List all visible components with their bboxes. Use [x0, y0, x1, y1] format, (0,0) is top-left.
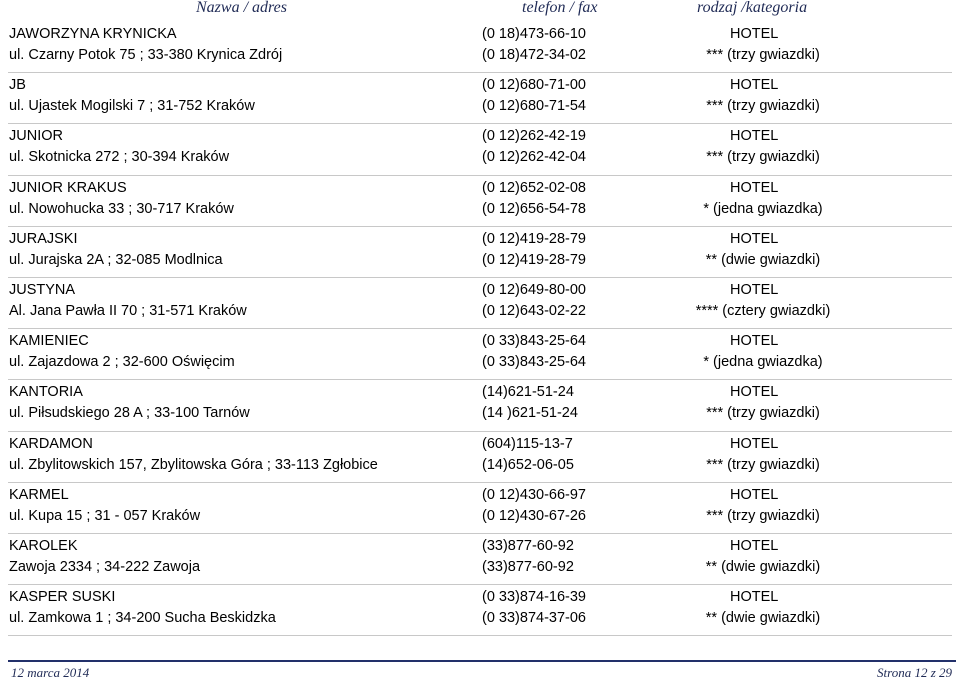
hotel-phone: (14)621-51-24: [482, 384, 574, 401]
hotel-entry: [8, 380, 952, 431]
hotel-stars: ** (dwie gwiazdki): [705, 251, 821, 268]
hotel-type: HOTEL: [730, 589, 779, 606]
hotel-stars: *** (trzy gwiazdki): [706, 149, 820, 166]
hotel-type: HOTEL: [730, 179, 779, 196]
hotel-fax: (0 18)472-34-02: [482, 47, 586, 63]
hotel-entry: [8, 22, 952, 73]
hotel-name: KARMEL: [9, 486, 69, 503]
hotel-type: HOTEL: [730, 537, 779, 554]
hotel-type: HOTEL: [730, 77, 779, 94]
hotel-fax: (33)877-60-92: [482, 558, 574, 575]
hotel-name: KARDAMON: [9, 435, 93, 452]
hotel-name: JUNIOR KRAKUS: [9, 179, 127, 196]
hotel-entry: [8, 124, 952, 175]
hotel-fax: (0 12)262-42-04: [482, 149, 586, 166]
hotel-name: JUSTYNA: [9, 281, 76, 298]
hotel-fax: (0 33)843-25-64: [482, 354, 586, 371]
hotel-type: HOTEL: [730, 384, 779, 401]
hotel-stars: ** (dwie gwiazdki): [705, 610, 821, 627]
hotel-fax: (0 12)656-54-78: [482, 200, 586, 217]
hotel-phone: (0 12)419-28-79: [482, 230, 586, 247]
hotel-stars: ** (dwie gwiazdki): [705, 558, 821, 575]
hotel-stars: *** (trzy gwiazdki): [706, 47, 820, 63]
hotel-stars: * (jedna gwiazdka): [703, 354, 823, 371]
hotel-name: JURAJSKI: [9, 230, 78, 247]
hotel-address: ul. Jurajska 2A ; 32-085 Modlnica: [9, 251, 223, 268]
hotel-fax: (14)652-06-05: [482, 456, 574, 473]
hotel-type: HOTEL: [730, 333, 779, 350]
hotel-stars: * (jedna gwiazdka): [703, 200, 823, 217]
hotel-fax: (0 12)419-28-79: [482, 251, 586, 268]
hotel-fax: (0 12)430-67-26: [482, 507, 586, 524]
hotel-fax: (14 )621-51-24: [482, 405, 578, 422]
header-phone-fax: telefon / fax: [522, 0, 598, 16]
hotel-address: Al. Jana Pawła II 70 ; 31-571 Kraków: [9, 302, 247, 319]
footer-date: 12 marca 2014: [11, 665, 90, 680]
hotel-name: KAMIENIEC: [9, 333, 89, 350]
hotel-fax: (0 12)643-02-22: [482, 302, 586, 319]
hotel-phone: (33)877-60-92: [482, 537, 574, 554]
hotel-entry: [8, 227, 952, 278]
hotel-address: ul. Nowohucka 33 ; 30-717 Kraków: [9, 200, 234, 217]
hotel-stars: *** (trzy gwiazdki): [706, 456, 820, 473]
hotel-list: [8, 22, 952, 636]
hotel-phone: (0 12)680-71-00: [482, 77, 586, 94]
hotel-stars: *** (trzy gwiazdki): [706, 507, 820, 524]
hotel-entry: [8, 585, 952, 636]
hotel-type: HOTEL: [730, 281, 779, 298]
hotel-entry: [8, 483, 952, 534]
hotel-address: ul. Zajazdowa 2 ; 32-600 Oświęcim: [9, 354, 235, 371]
hotel-phone: (0 33)843-25-64: [482, 333, 586, 350]
footer-rule: [8, 660, 956, 662]
hotel-name: KAROLEK: [9, 537, 78, 554]
hotel-phone: (0 18)473-66-10: [482, 26, 586, 42]
hotel-address: ul. Kupa 15 ; 31 - 057 Kraków: [9, 507, 201, 524]
header-category: rodzaj /kategoria: [697, 0, 808, 16]
hotel-type: HOTEL: [730, 128, 779, 145]
hotel-phone: (0 12)652-02-08: [482, 179, 586, 196]
hotel-name: JUNIOR: [9, 128, 63, 145]
hotel-entry: [8, 534, 952, 585]
hotel-entry: [8, 176, 952, 227]
hotel-address: ul. Czarny Potok 75 ; 33-380 Krynica Zdrój: [9, 47, 283, 63]
hotel-name: KASPER SUSKI: [9, 589, 116, 606]
hotel-entry: [8, 329, 952, 380]
hotel-entry: [8, 432, 952, 483]
hotel-name: JAWORZYNA KRYNICKA: [9, 26, 177, 42]
hotel-address: ul. Zamkowa 1 ; 34-200 Sucha Beskidzka: [9, 610, 276, 627]
hotel-address: ul. Piłsudskiego 28 A ; 33-100 Tarnów: [9, 405, 250, 422]
hotel-type: HOTEL: [730, 26, 779, 42]
column-header: [0, 0, 960, 18]
hotel-type: HOTEL: [730, 486, 779, 503]
hotel-address: ul. Zbylitowskich 157, Zbylitowska Góra ; 33-113 Zgłobice: [9, 456, 378, 473]
hotel-name: JB: [9, 77, 26, 94]
hotel-fax: (0 12)680-71-54: [482, 98, 586, 115]
hotel-entry: [8, 73, 952, 124]
hotel-address: ul. Ujastek Mogilski 7 ; 31-752 Kraków: [9, 98, 255, 115]
hotel-stars: *** (trzy gwiazdki): [706, 405, 820, 422]
hotel-stars: **** (cztery gwiazdki): [695, 302, 831, 319]
footer-page-number: Strona 12 z 29: [877, 665, 952, 680]
hotel-phone: (0 12)262-42-19: [482, 128, 586, 145]
hotel-name: KANTORIA: [9, 384, 83, 401]
hotel-phone: (604)115-13-7: [482, 435, 573, 452]
hotel-stars: *** (trzy gwiazdki): [706, 98, 820, 115]
hotel-phone: (0 12)430-66-97: [482, 486, 586, 503]
header-name-address: Nazwa / adres: [196, 0, 287, 16]
hotel-phone: (0 12)649-80-00: [482, 281, 586, 298]
hotel-type: HOTEL: [730, 435, 779, 452]
hotel-entry: [8, 278, 952, 329]
hotel-type: HOTEL: [730, 230, 779, 247]
hotel-address: ul. Skotnicka 272 ; 30-394 Kraków: [9, 149, 230, 166]
hotel-fax: (0 33)874-37-06: [482, 610, 586, 627]
hotel-address: Zawoja 2334 ; 34-222 Zawoja: [9, 558, 201, 575]
hotel-phone: (0 33)874-16-39: [482, 589, 586, 606]
